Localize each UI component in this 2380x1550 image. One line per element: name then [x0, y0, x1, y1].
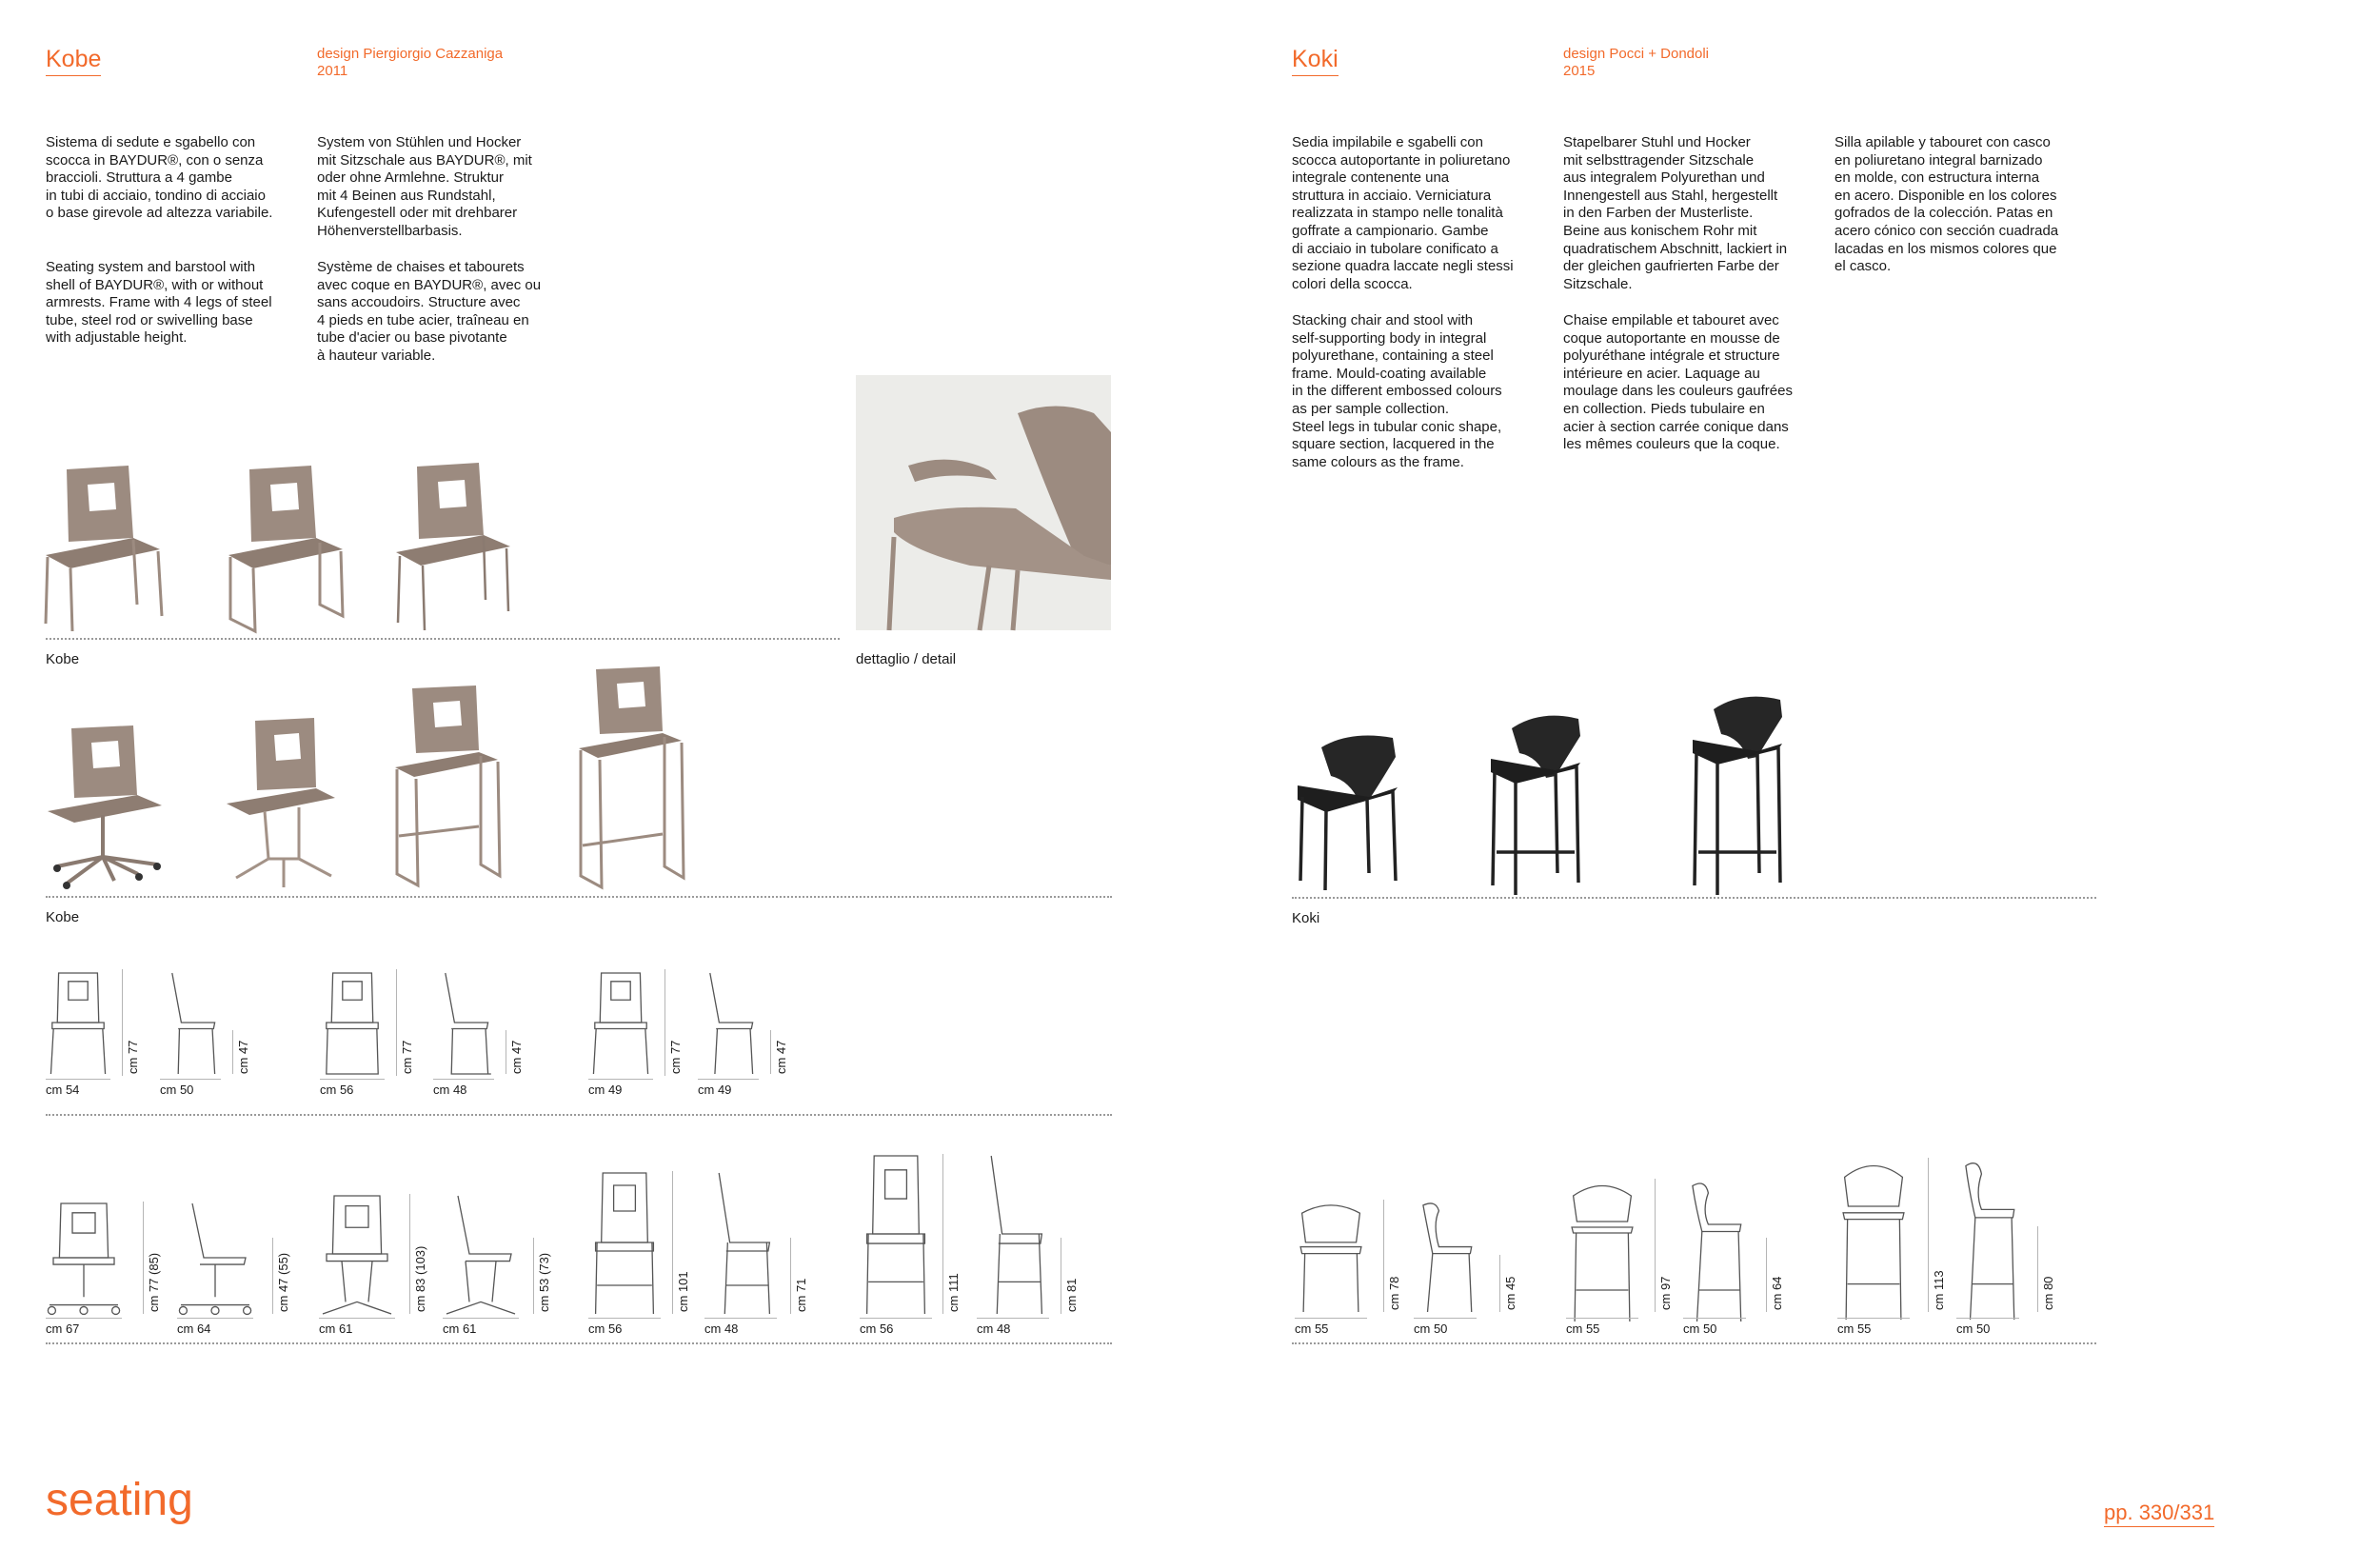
dimension-line: [533, 1238, 534, 1314]
kobe-front-drawing: [588, 971, 653, 1074]
dimension-seat-height: cm 64: [1770, 1276, 1784, 1310]
kobe-technical-drawing: [46, 1202, 122, 1314]
dimension-line: [409, 1194, 410, 1314]
koki-front-drawing: [1295, 1200, 1367, 1312]
kobe-technical-drawing: [443, 1194, 519, 1314]
koki-stool-medium-photo: [1483, 709, 1588, 900]
dimension-height: cm 78: [1387, 1276, 1401, 1310]
kobe-chair-rod-photo: [388, 459, 522, 630]
dimension-height: cm 81: [1064, 1278, 1079, 1312]
dimension-line: [320, 1079, 385, 1080]
dimension-line: [698, 1079, 759, 1080]
dimension-seat-height: cm 47: [509, 1040, 524, 1074]
dimension-line: [1414, 1318, 1477, 1319]
koki-front-drawing: [1837, 1158, 1910, 1320]
dimension-seat-height: cm 47: [236, 1040, 250, 1074]
dimension-width: cm 55: [1295, 1321, 1329, 1336]
kobe-front-drawing: [320, 971, 385, 1074]
dimension-height: cm 111: [946, 1273, 961, 1312]
kobe-technical-drawing: [860, 1154, 932, 1314]
dimension-line: [790, 1238, 791, 1314]
kobe-year: 2011: [317, 63, 348, 79]
kobe-text-it: Sistema di sedute e sgabello con scocca in BAYDUR®, con o senza braccioli. Struttura a 4 gambe in tubi di acciaio, tondino di acciaio o base girevole ad altezza variabile.: [46, 134, 273, 222]
kobe-technical-drawing: [319, 1194, 395, 1314]
dimension-line: [704, 1318, 777, 1319]
dimension-line: [1566, 1318, 1638, 1319]
dimension-height: cm 113: [1932, 1270, 1946, 1310]
koki-designer: [1563, 46, 1709, 80]
dimension-line: [143, 1202, 144, 1314]
dimension-line: [860, 1318, 932, 1319]
dimension-line: [443, 1318, 519, 1319]
kobe-title: Kobe: [46, 46, 101, 76]
dimension-width: cm 61: [319, 1321, 353, 1336]
dimension-seat-height: cm 80: [2041, 1276, 2055, 1310]
kobe-caption-row2: Kobe: [46, 909, 80, 925]
koki-year: 2015: [1563, 63, 1596, 79]
dimension-line: [160, 1079, 221, 1080]
dimension-line: [122, 969, 123, 1076]
koki-side-drawing: [1414, 1200, 1477, 1312]
divider: [46, 896, 1112, 898]
koki-text-fr: Chaise empilable et tabouret avec coque autoportante en mousse de polyuréthane intégrale et structure intérieure en acier. Laquage au moulage dans les couleurs gaufrées en collection. Pieds tubulaire en acier à section carrée conique dans les mêmes couleurs que la coque.: [1563, 312, 1793, 453]
dimension-line: [232, 1030, 233, 1074]
dimension-width: cm 48: [977, 1321, 1011, 1336]
kobe-stool-medium-photo: [386, 684, 509, 893]
dimension-line: [942, 1154, 943, 1314]
koki-text-de: Stapelbarer Stuhl und Hocker mit selbsttragender Sitzschale aus integralem Polyurethan und Innengestell aus Stahl, hergestellt in den Farben der Musterliste. Beine aus konischem Rohr mit quadratischem Abschnitt, lackiert in der gleichen gaufrierten Farbe der Sitzschale.: [1563, 134, 1788, 292]
koki-side-drawing: [1683, 1179, 1746, 1321]
kobe-text-en: Seating system and barstool with shell of BAYDUR®, with or without armrests. Frame with 4 legs of steel tube, steel rod or swivelling base with adjustable height.: [46, 259, 272, 347]
kobe-chair-4legs-photo: [38, 462, 171, 633]
koki-text-es: Silla apilable y tabouret con casco en poliuretano integral barnizado en molde, con estructura interna en acero. Disponible en los colores gofrados de la colección. Patas en acero cónico con sección cuadrada lacadas en los mismos colores que el casco.: [1835, 134, 2059, 275]
divider: [46, 638, 840, 640]
dimension-line: [977, 1318, 1049, 1319]
dimension-depth: cm 48: [433, 1083, 467, 1097]
dimension-height: cm 97: [1658, 1276, 1673, 1310]
kobe-front-drawing: [46, 971, 110, 1074]
kobe-chair-sled-photo: [221, 462, 354, 633]
dimension-line: [396, 969, 397, 1076]
dimension-line: [1499, 1255, 1500, 1312]
dimension-height: cm 101: [676, 1271, 690, 1312]
dimension-line: [2037, 1226, 2038, 1312]
kobe-technical-drawing: [977, 1154, 1049, 1314]
koki-designer-name: design Pocci + Dondoli: [1563, 46, 1710, 62]
kobe-text-de: System von Stühlen und Hocker mit Sitzschale aus BAYDUR®, mit oder ohne Armlehne. Struktur mit 4 Beinen aus Rundstahl, Kufengestell oder mit drehbarer Höhenverstellbarbasis.: [317, 134, 532, 239]
koki-front-drawing: [1566, 1179, 1638, 1321]
section-label: seating: [46, 1475, 193, 1525]
dimension-line: [588, 1079, 653, 1080]
dimension-line: [770, 1030, 771, 1074]
dimension-line: [272, 1238, 273, 1314]
koki-chair-photo: [1293, 728, 1407, 895]
dimension-line: [1683, 1318, 1746, 1319]
kobe-designer: [317, 46, 503, 80]
kobe-side-drawing: [160, 971, 221, 1074]
dimension-width: cm 55: [1837, 1321, 1872, 1336]
dimension-line: [588, 1318, 661, 1319]
dimension-line: [1956, 1318, 2019, 1319]
kobe-stool-high-photo: [569, 665, 693, 893]
divider: [46, 1114, 1112, 1116]
dimension-height: cm 77: [668, 1040, 683, 1074]
kobe-detail-photo: [856, 375, 1111, 630]
dimension-width: cm 55: [1566, 1321, 1600, 1336]
dimension-depth: cm 49: [698, 1083, 732, 1097]
dimension-line: [319, 1318, 395, 1319]
dimension-seat-height: cm 45: [1503, 1276, 1517, 1310]
dimension-line: [46, 1079, 110, 1080]
dimension-width: cm 56: [320, 1083, 354, 1097]
page-numbers: pp. 330/331: [2104, 1500, 2214, 1527]
dimension-height: cm 77: [126, 1040, 140, 1074]
kobe-swivel-chair-photo: [38, 724, 171, 890]
dimension-width: cm 56: [588, 1321, 623, 1336]
dimension-width: cm 61: [443, 1321, 477, 1336]
kobe-caption-row1: Kobe: [46, 651, 80, 667]
divider: [1292, 897, 2096, 899]
dimension-width: cm 54: [46, 1083, 80, 1097]
dimension-depth: cm 50: [1683, 1321, 1717, 1336]
dimension-width: cm 64: [177, 1321, 211, 1336]
dimension-line: [1837, 1318, 1910, 1319]
dimension-line: [46, 1318, 122, 1319]
kobe-cross-base-chair-photo: [208, 716, 341, 892]
dimension-height: cm 83 (103): [413, 1245, 427, 1312]
dimension-line: [1928, 1158, 1929, 1312]
dimension-line: [664, 969, 665, 1076]
dimension-line: [672, 1171, 673, 1314]
dimension-height: cm 77: [400, 1040, 414, 1074]
dimension-line: [433, 1079, 494, 1080]
dimension-height: cm 77 (85): [147, 1252, 161, 1312]
koki-text-it: Sedia impilabile e sgabelli con scocca autoportante in poliuretano integrale contenente una struttura in acciaio. Verniciatura realizzata in stampo nelle tonalità goffrate a campionario. Gambe di acciaio in tubolare conificato a sezione quadra laccate negli stessi colori della scocca.: [1292, 134, 1514, 292]
dimension-height: cm 53 (73): [537, 1252, 551, 1312]
dimension-line: [1766, 1238, 1767, 1312]
dimension-width: cm 56: [860, 1321, 894, 1336]
kobe-designer-name: design Piergiorgio Cazzaniga: [317, 46, 504, 62]
kobe-text-fr: Système de chaises et tabourets avec coque en BAYDUR®, avec ou sans accoudoirs. Structure avec 4 pieds en tube acier, traîneau en tube d'acier ou base pivotante à hauteur variable.: [317, 259, 542, 364]
dimension-depth: cm 50: [160, 1083, 194, 1097]
dimension-width: cm 67: [46, 1321, 80, 1336]
dimension-seat-height: cm 47: [774, 1040, 788, 1074]
divider: [1292, 1342, 2096, 1344]
dimension-width: cm 48: [704, 1321, 739, 1336]
dimension-line: [177, 1318, 253, 1319]
koki-text-en: Stacking chair and stool with self-supporting body in integral polyurethane, containing a steel frame. Mould-coating available in the different embossed colours as per sample collection. Steel legs in tubular conic shape, square section, lacquered in the same colours as the frame.: [1292, 312, 1502, 470]
koki-side-drawing: [1956, 1158, 2019, 1320]
dimension-line: [1655, 1179, 1656, 1312]
dimension-line: [1295, 1318, 1367, 1319]
kobe-detail-caption: dettaglio / detail: [856, 651, 957, 667]
dimension-line: [1383, 1200, 1384, 1312]
dimension-depth: cm 50: [1414, 1321, 1448, 1336]
koki-stool-high-photo: [1685, 690, 1790, 900]
kobe-side-drawing: [433, 971, 494, 1074]
dimension-depth: cm 50: [1956, 1321, 1991, 1336]
kobe-technical-drawing: [588, 1171, 661, 1314]
kobe-technical-drawing: [704, 1171, 777, 1314]
dimension-height: cm 47 (55): [276, 1252, 290, 1312]
dimension-height: cm 71: [794, 1278, 808, 1312]
kobe-side-drawing: [698, 971, 759, 1074]
kobe-technical-drawing: [177, 1202, 253, 1314]
koki-title: Koki: [1292, 46, 1339, 76]
dimension-width: cm 49: [588, 1083, 623, 1097]
divider: [46, 1342, 1112, 1344]
koki-caption: Koki: [1292, 910, 1320, 926]
